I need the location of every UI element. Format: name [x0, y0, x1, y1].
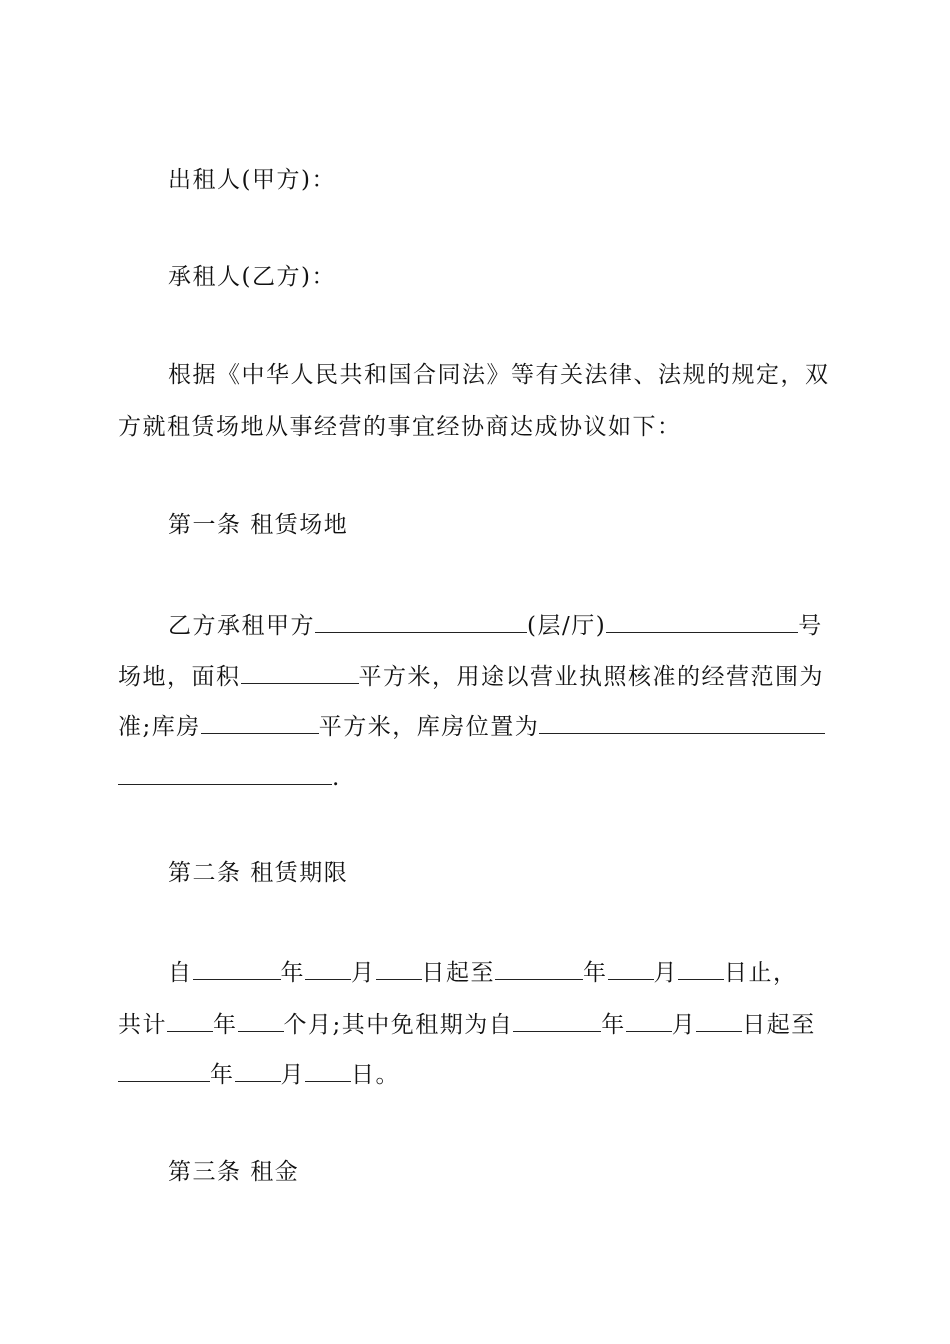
text-segment: 日。: [351, 1062, 400, 1088]
text-segment: 平方米，库房位置为: [318, 714, 540, 740]
blank-free-end-month: [235, 1059, 281, 1082]
lessee-label: 承租人(乙方)：: [168, 264, 336, 290]
text-segment: 号: [798, 613, 823, 639]
blank-end-year: [495, 957, 583, 980]
text-segment: 场地，面积: [118, 664, 241, 690]
text-segment: 年: [213, 1012, 238, 1038]
text-segment: 月: [653, 960, 678, 986]
article-2-title: 第二条 租赁期限: [168, 860, 349, 886]
blank-total-years: [167, 1009, 213, 1032]
article-2-line-1: [168, 957, 798, 988]
blank-storage-area: [201, 711, 319, 734]
text-segment: 准;库房: [118, 714, 201, 740]
text-segment: 共计: [118, 1012, 167, 1038]
article-1-line-3: [118, 711, 825, 742]
blank-total-months: [238, 1009, 284, 1032]
article-1-line-4: [118, 762, 341, 793]
text-segment: 日起至: [742, 1012, 816, 1038]
article-1-line-2: [118, 661, 824, 692]
blank-storage-location: [539, 711, 825, 734]
text-segment: 日止，: [724, 960, 798, 986]
text-segment: 自: [168, 960, 193, 986]
blank-area: [241, 661, 359, 684]
text-segment: 月: [671, 1012, 697, 1038]
text-segment: 年: [601, 1012, 626, 1038]
text-segment: 年: [583, 960, 608, 986]
blank-floor: [315, 610, 527, 633]
text-segment: 平方米，用途以营业执照核准的经营范围为: [358, 664, 824, 690]
blank-start-month: [305, 957, 351, 980]
lessor-label: 出租人(甲方)：: [168, 167, 336, 193]
intro-line-1: 根据《中华人民共和国合同法》等有关法律、法规的规定，双: [168, 362, 830, 388]
article-3-title: 第三条 租金: [168, 1159, 300, 1185]
blank-end-day: [678, 957, 724, 980]
article-1-title: 第一条 租赁场地: [168, 512, 349, 538]
blank-start-year: [193, 957, 281, 980]
blank-number: [606, 610, 798, 633]
article-2-line-2: [118, 1009, 816, 1040]
blank-free-start-month: [626, 1009, 672, 1032]
text-segment: 日起至: [421, 960, 495, 986]
blank-end-month: [608, 957, 654, 980]
blank-free-start-day: [696, 1009, 742, 1032]
blank-start-day: [376, 957, 422, 980]
blank-free-start-year: [513, 1009, 601, 1032]
text-segment: 月: [351, 960, 376, 986]
blank-storage-location-cont: [118, 762, 332, 785]
article-1-line-1: [168, 610, 823, 641]
intro-line-2: 方就租赁场地从事经营的事宜经协商达成协议如下：: [118, 414, 682, 440]
text-segment: .: [332, 765, 341, 791]
text-segment: 乙方承租甲方: [168, 613, 315, 639]
text-segment: (层/厅): [527, 613, 607, 639]
blank-free-end-year: [118, 1059, 210, 1082]
text-segment: 年: [210, 1062, 235, 1088]
blank-free-end-day: [305, 1059, 351, 1082]
article-2-line-3: [118, 1059, 400, 1090]
text-segment: 年: [280, 960, 305, 986]
text-segment: 月: [280, 1062, 305, 1088]
text-segment: 个月;其中免租期为自: [283, 1012, 514, 1038]
